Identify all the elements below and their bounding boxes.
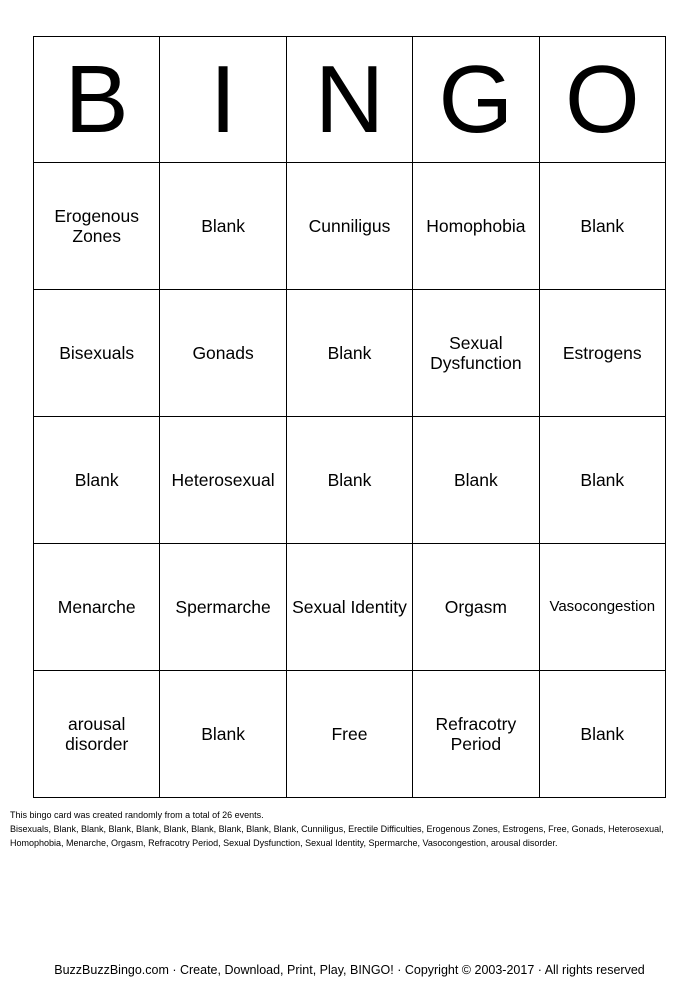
bingo-row <box>34 290 666 417</box>
bingo-cell: Sexual Identity <box>286 544 412 671</box>
bingo-row <box>34 417 666 544</box>
bingo-cell: Bisexuals <box>34 290 160 417</box>
bingo-cell: Heterosexual <box>160 417 286 544</box>
bingo-cell: Blank <box>413 417 539 544</box>
bingo-cell: Spermarche <box>160 544 286 671</box>
bingo-cell: Blank <box>34 417 160 544</box>
header-letter: N <box>286 37 412 163</box>
bingo-cell: arousal disorder <box>34 671 160 798</box>
bingo-cell: Gonads <box>160 290 286 417</box>
bingo-cell: Homophobia <box>413 163 539 290</box>
header-letter: I <box>160 37 286 163</box>
bingo-card <box>33 36 666 798</box>
bingo-cell: Blank <box>160 671 286 798</box>
bingo-cell: Blank <box>286 290 412 417</box>
info-summary: This bingo card was created randomly from a total of 26 events. <box>10 810 264 820</box>
bingo-cell: Blank <box>539 417 665 544</box>
bingo-cell: Vasocongestion <box>539 544 665 671</box>
bingo-cell: Menarche <box>34 544 160 671</box>
bingo-cell: Blank <box>160 163 286 290</box>
bingo-cell: Blank <box>286 417 412 544</box>
footer-copyright: BuzzBuzzBingo.com · Create, Download, Print, Play, BINGO! · Copyright © 2003-2017 · All rights reserved <box>54 963 645 977</box>
bingo-cell: Estrogens <box>539 290 665 417</box>
card-info <box>10 808 690 850</box>
header-letter: B <box>34 37 160 163</box>
bingo-cell: Blank <box>539 671 665 798</box>
bingo-cell: Free <box>286 671 412 798</box>
bingo-cell: Refracotry Period <box>413 671 539 798</box>
bingo-row <box>34 671 666 798</box>
bingo-cell: Cunniligus <box>286 163 412 290</box>
bingo-cell: Orgasm <box>413 544 539 671</box>
bingo-cell: Erogenous Zones <box>34 163 160 290</box>
bingo-row <box>34 544 666 671</box>
bingo-row <box>34 163 666 290</box>
info-event-list: Bisexuals, Blank, Blank, Blank, Blank, Blank, Blank, Blank, Blank, Blank, Cunniligus, Erectile Difficulties, Erogenous Zones, Estrogens, Free, Gonads, Heterosexual, Homophobia, Menarche, Orgasm, Refracotry Period, Sexual Dysfunction, Sexual Identity, Spermarche, Vasocongestion, arousal disorder. <box>10 824 664 848</box>
bingo-cell: Blank <box>539 163 665 290</box>
bingo-cell: Sexual Dysfunction <box>413 290 539 417</box>
header-letter: O <box>539 37 665 163</box>
header-letter: G <box>413 37 539 163</box>
bingo-header-row <box>34 37 666 163</box>
